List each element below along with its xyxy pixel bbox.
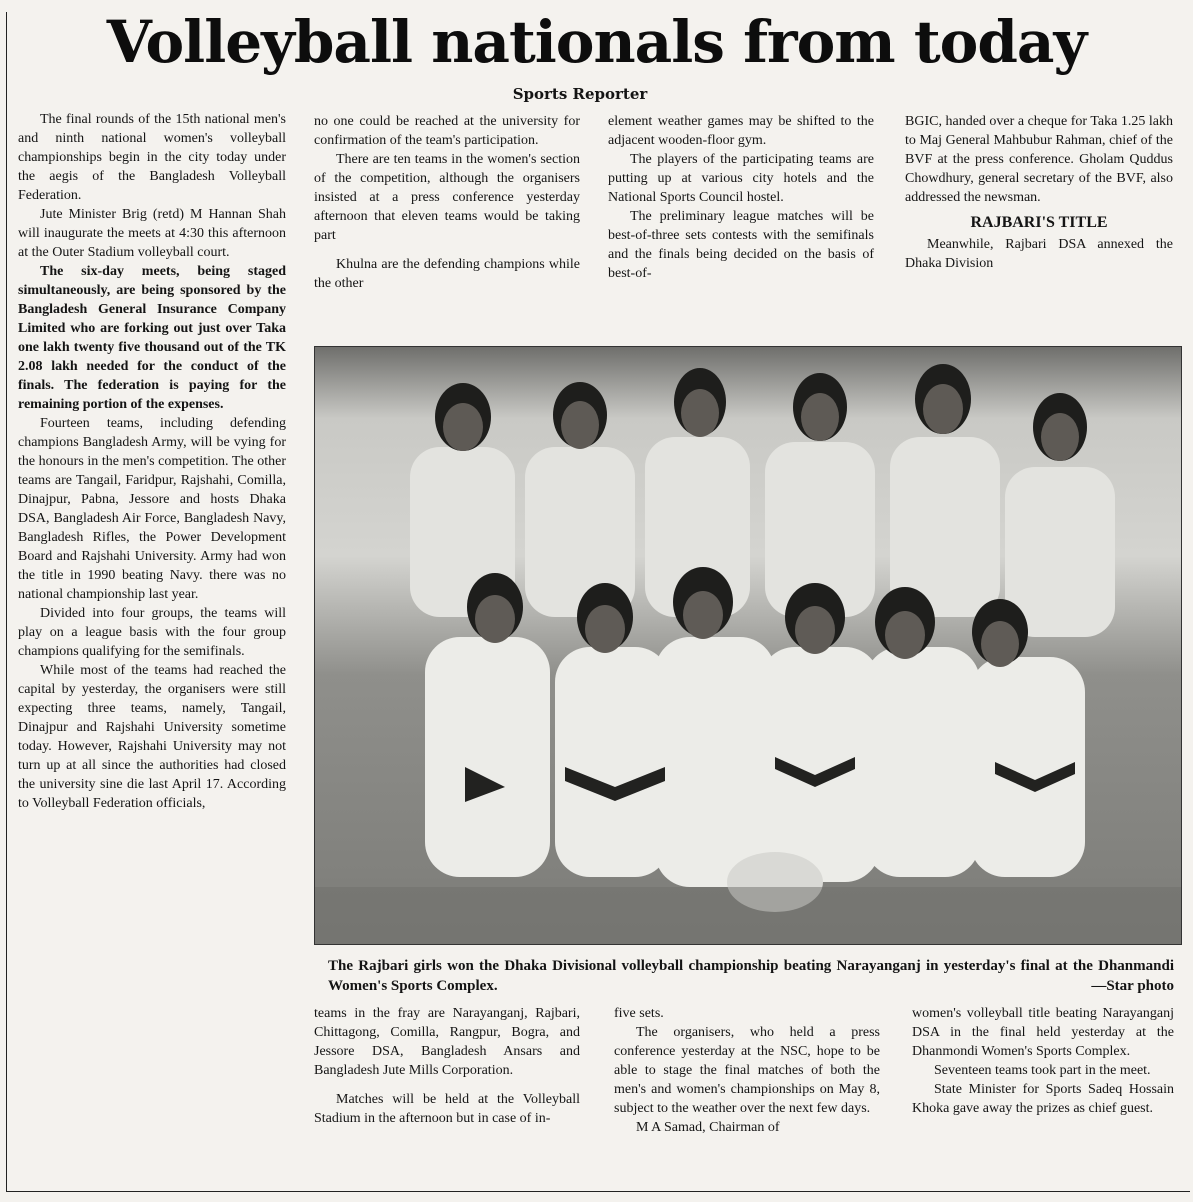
article-paragraph: BGIC, handed over a cheque for Taka 1.25 lakh to Maj General Mahbubur Rahman, chief of the BVF at the press conference. Gholam Quddus Chowdhury, general secretary of the BVF, also addressed the newsman. xyxy=(905,114,1173,205)
article-column-3-top xyxy=(608,112,874,283)
article-column-4-top xyxy=(905,112,1173,273)
article-column-2-top xyxy=(314,112,580,293)
article-paragraph: The preliminary league matches will be best-of-three sets contests with the semifinals and the finals being decided on the basis of best-of- xyxy=(608,209,874,281)
article-paragraph: M A Samad, Chairman of xyxy=(636,1120,780,1135)
article-paragraph: teams in the fray are Narayanganj, Rajbari, Chittagong, Comilla, Rangpur, Bogra, and Jessore DSA, Bangladesh Ansars and Bangladesh Jute Mills Corporation. xyxy=(314,1006,580,1078)
article-paragraph: The players of the participating teams are putting up at various city hotels and the National Sports Council hostel. xyxy=(608,152,874,205)
left-column-rule xyxy=(6,12,7,1192)
photo-credit: —Star photo xyxy=(1091,978,1174,994)
article-column-4-bottom xyxy=(912,1004,1174,1118)
article-paragraph: Jute Minister Brig (retd) M Hannan Shah will inaugurate the meets at 4:30 this afternoon at the Outer Stadium volleyball court. xyxy=(18,207,286,260)
article-column-3-bottom xyxy=(614,1004,880,1137)
headline: Volleyball nationals from today xyxy=(106,8,1087,76)
bottom-rule xyxy=(6,1191,1190,1192)
article-paragraph: five sets. xyxy=(614,1006,664,1021)
article-paragraph: There are ten teams in the women's section of the competition, although the organisers insisted at a press conference yesterday afternoon that eleven teams would be taking part xyxy=(314,152,580,243)
byline: Sports Reporter xyxy=(512,85,648,103)
article-paragraph: Divided into four groups, the teams will play on a league basis with the four group champions qualifying for the semifinals. xyxy=(18,606,286,659)
team-photo xyxy=(314,346,1182,945)
article-paragraph: Meanwhile, Rajbari DSA annexed the Dhaka Division xyxy=(905,237,1173,271)
article-paragraph: While most of the teams had reached the capital by yesterday, the organisers were still expecting three teams, namely, Tangail, Dinajpur and Rajshahi University sometime today. However, Rajshahi University may not turn up at all since the authorities had closed the university sine die last April 17. According to Volleyball Federation officials, xyxy=(18,663,286,811)
article-paragraph: The final rounds of the 15th national men's and ninth national women's volleyball championships begin in the city today under the aegis of the Bangladesh Volleyball Federation. xyxy=(18,112,286,203)
article-paragraph: State Minister for Sports Sadeq Hossain Khoka gave away the prizes as chief guest. xyxy=(912,1082,1174,1116)
article-paragraph: Seventeen teams took part in the meet. xyxy=(934,1063,1151,1078)
article-paragraph: element weather games may be shifted to the adjacent wooden-floor gym. xyxy=(608,114,874,148)
article-paragraph: no one could be reached at the university for confirmation of the team's participation. xyxy=(314,114,580,148)
photo-caption xyxy=(328,956,1174,996)
caption-text: The Rajbari girls won the Dhaka Divisional volleyball championship beating Narayanganj in yesterday's final at the Dhanmandi Women's Sports Complex. xyxy=(328,958,1174,994)
article-paragraph: Matches will be held at the Volleyball Stadium in the afternoon but in case of in- xyxy=(314,1092,580,1126)
article-paragraph: women's volleyball title beating Narayanganj DSA in the final held yesterday at the Dhanmondi Women's Sports Complex. xyxy=(912,1006,1174,1059)
article-column-1 xyxy=(18,110,286,813)
subheading-rajbaris-title: RAJBARI'S TITLE xyxy=(970,214,1108,231)
article-paragraph: The organisers, who held a press conference yesterday at the NSC, hope to be able to stage the final matches of both the men's and women's championships on May 8, subject to the weather over the next few days. xyxy=(614,1025,880,1116)
article-paragraph: The six-day meets, being staged simultaneously, are being sponsored by the Bangladesh General Insurance Company Limited who are forking out just over Taka one lakh twenty five thousand out of the TK 2.08 lakh needed for the conduct of the finals. The federation is paying for the remaining portion of the expenses. xyxy=(18,264,286,412)
article-paragraph: Fourteen teams, including defending champions Bangladesh Army, will be vying for the honours in the men's competition. The other teams are Tangail, Faridpur, Rajshahi, Comilla, Dinajpur, Pabna, Jessore and hosts Dhaka DSA, Bangladesh Air Force, Bangladesh Navy, Bangladesh Rifles, the Power Development Board and Rajshahi University. Army had won the title in 1990 beating Navy. there was no national championship last year. xyxy=(18,416,286,602)
article-column-2-bottom xyxy=(314,1004,580,1128)
article-paragraph: Khulna are the defending champions while the other xyxy=(314,257,580,291)
